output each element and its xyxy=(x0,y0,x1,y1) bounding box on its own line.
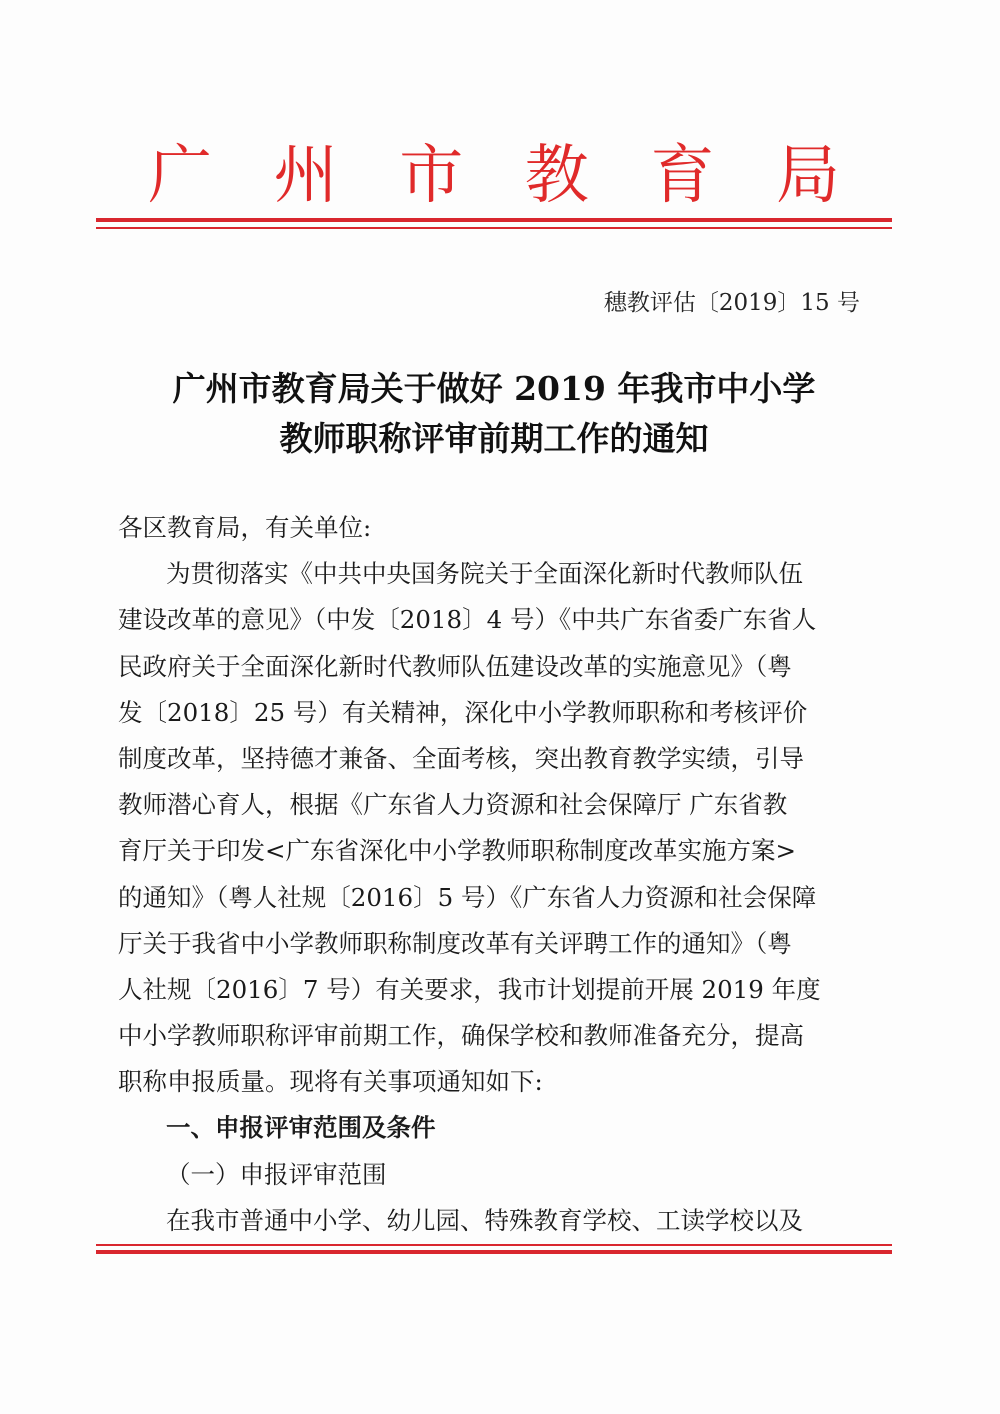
footer-red-rule-thick xyxy=(96,1250,892,1254)
footer-red-rule-thin xyxy=(96,1244,892,1246)
subsection-heading: （一）申报评审范围 xyxy=(166,1159,387,1189)
body-line: 为贯彻落实《中共中央国务院关于全面深化新时代教师队伍 xyxy=(166,559,803,589)
body-line: 的通知》（粤人社规〔2016〕5 号）《广东省人力资源和社会保障 xyxy=(118,882,817,912)
org-char: 教 xyxy=(524,139,589,213)
org-char: 州 xyxy=(273,139,338,213)
body-line: 中小学教师职称评审前期工作，确保学校和教师准备充分，提高 xyxy=(118,1021,804,1051)
header-red-rule-thin xyxy=(96,227,892,229)
document-body xyxy=(118,505,870,1244)
body-line: 发〔2018〕25 号）有关精神，深化中小学教师职称和考核评价 xyxy=(118,697,808,727)
body-line: 厅关于我省中小学教师职称制度改革有关评聘工作的通知》（粤 xyxy=(118,928,792,958)
document-number: 穗教评估〔2019〕15 号 xyxy=(603,290,860,316)
body-line: 教师潜心育人，根据《广东省人力资源和社会保障厅 广东省教 xyxy=(118,790,788,820)
org-char: 育 xyxy=(650,139,715,213)
body-line: 育厅关于印发<广东省深化中小学教师职称制度改革实施方案> xyxy=(118,836,797,866)
body-line: 在我市普通中小学、幼儿园、特殊教育学校、工读学校以及 xyxy=(166,1205,803,1235)
document-title xyxy=(96,364,892,464)
title-line-1: 广州市教育局关于做好 2019 年我市中小学 xyxy=(172,369,816,408)
title-line-2: 教师职称评审前期工作的通知 xyxy=(279,419,709,458)
body-line: 建设改革的意见》（中发〔2018〕4 号）《中共广东省委广东省人 xyxy=(118,605,817,635)
body-line: 民政府关于全面深化新时代教师队伍建设改革的实施意见》（粤 xyxy=(118,651,792,681)
header-red-rule-thick xyxy=(96,218,892,222)
body-line: 职称申报质量。现将有关事项通知如下: xyxy=(118,1067,543,1097)
org-char: 局 xyxy=(775,139,840,213)
body-line: 制度改革，坚持德才兼备、全面考核，突出教育教学实绩，引导 xyxy=(118,743,804,773)
org-char: 市 xyxy=(399,139,464,213)
issuing-org-header xyxy=(96,132,892,213)
org-char: 广 xyxy=(148,139,212,213)
body-line: 人社规〔2016〕7 号）有关要求，我市计划提前开展 2019 年度 xyxy=(118,974,821,1004)
section-heading: 一、申报评审范围及条件 xyxy=(166,1113,436,1143)
salutation: 各区教育局，有关单位: xyxy=(118,513,372,542)
